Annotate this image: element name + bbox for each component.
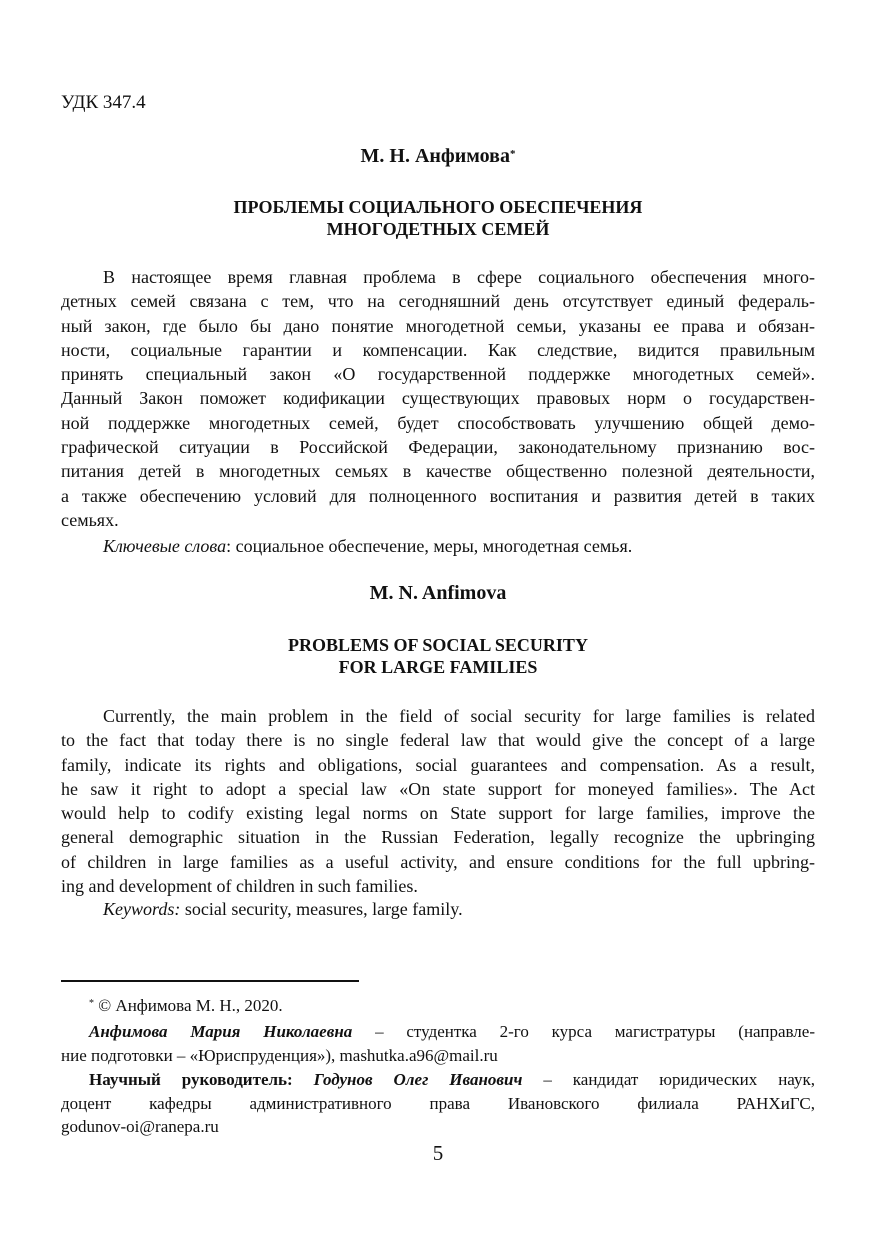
keywords-en-line — [61, 897, 815, 921]
keywords-ru — [61, 534, 815, 558]
abstract-en-line: Currently, the main problem in the field of social security for large families is related — [103, 706, 815, 726]
abstract-ru-line: семьях. — [61, 509, 119, 530]
footnote-supervisor-desc: – кандидат юридических наук, — [522, 1070, 815, 1089]
footnote-supervisor — [61, 1068, 815, 1139]
footnote-author-desc: – студентка 2-го курса магистратуры (направле- — [352, 1022, 815, 1041]
footnote-separator — [61, 980, 359, 982]
footnote-author-name: Анфимова Мария Николаевна — [89, 1022, 353, 1041]
article-title-ru-line: МНОГОДЕТНЫХ СЕМЕЙ — [326, 219, 550, 239]
footnote-author-line: ние подготовки – «Юриспруденция»), mashutka.a96@mail.ru — [61, 1045, 498, 1065]
abstract-en-line: would help to codify existing legal norms on State support for large families, improve the — [61, 803, 815, 824]
page-number: 5 — [432, 1141, 444, 1165]
article-title-en-line: FOR LARGE FAMILIES — [338, 657, 538, 677]
keywords-en-text: social security, measures, large family. — [180, 899, 463, 919]
abstract-en-line: to the fact that today there is no single federal law that would give the concept of a large — [61, 730, 815, 751]
abstract-ru-line: графической ситуации в Российской Федерации, законодательному признанию вос- — [61, 437, 815, 458]
article-title-en-line: PROBLEMS OF SOCIAL SECURITY — [288, 635, 588, 655]
footnote-supervisor-label: Научный руководитель: — [89, 1070, 314, 1089]
author-name-ru-text: М. Н. Анфимова — [360, 145, 510, 167]
keywords-en-label: Keywords: — [103, 899, 181, 919]
article-title-en — [61, 634, 815, 678]
abstract-ru-line: детных семей связана с тем, что на сегодняшний день отсутствует единый федераль- — [61, 291, 815, 312]
abstract-ru-line: В настоящее время главная проблема в сфере социального обеспечения много- — [103, 267, 815, 287]
abstract-en-line: he saw it right to adopt a special law «On state support for moneyed families». The Act — [61, 778, 815, 799]
footnote-supervisor-line — [61, 1068, 815, 1092]
footnote-author — [61, 1020, 815, 1067]
abstract-ru — [61, 265, 815, 532]
article-title-ru-line: ПРОБЛЕМЫ СОЦИАЛЬНОГО ОБЕСПЕЧЕНИЯ — [233, 197, 643, 217]
footnote-copyright-line — [61, 994, 815, 1018]
abstract-ru-line: Данный Закон поможет кодификации существующих правовых норм о государствен- — [61, 388, 815, 409]
keywords-ru-label: Ключевые слова — [103, 536, 227, 556]
author-name-en: M. N. Anfimova — [369, 582, 507, 604]
abstract-ru-line: а также обеспечению условий для полноценного воспитания и развития детей в таких — [61, 485, 815, 506]
footnote-supervisor-line: godunov-oi@ranepa.ru — [61, 1117, 219, 1136]
abstract-ru-line: ный закон, где было бы дано понятие многодетной семьи, указаны ее права и обязан- — [61, 315, 815, 336]
abstract-en-line: ing and development of children in such families. — [61, 876, 418, 897]
abstract-en — [61, 704, 815, 898]
footnote-author-line — [61, 1020, 815, 1044]
footnote-mark: * — [89, 998, 94, 1009]
abstract-ru-line: ной поддержке многодетных семей, будет способствовать улучшению общей демо- — [61, 412, 815, 433]
footnote-copyright — [61, 994, 815, 1018]
footnote-supervisor-name: Годунов Олег Иванович — [313, 1070, 523, 1089]
author-name-ru — [61, 143, 815, 169]
article-title-ru — [61, 196, 815, 240]
udc-code: УДК 347.4 — [61, 92, 146, 113]
abstract-ru-line: ности, социальные гарантии и компенсации. Как следствие, видится правильным — [61, 339, 815, 360]
abstract-en-line: family, indicate its rights and obligations, social guarantees and compensation. As a result, — [61, 754, 815, 775]
keywords-ru-line — [61, 534, 815, 558]
abstract-ru-line: принять специальный закон «О государственной поддержке многодетных семей». — [61, 364, 815, 385]
abstract-en-line: general demographic situation in the Russian Federation, legally recognize the upbringing — [61, 827, 815, 848]
footnote-supervisor-line: доцент кафедры административного права Ивановского филиала РАНХиГС, — [61, 1093, 815, 1113]
abstract-en-line: of children in large families as a useful activity, and ensure conditions for the full upbring- — [61, 851, 815, 872]
abstract-ru-line: питания детей в многодетных семьях в качестве общественно полезной деятельности, — [61, 461, 815, 482]
footnote-copyright-text: © Анфимова М. Н., 2020. — [94, 996, 283, 1015]
keywords-ru-text: : социальное обеспечение, меры, многодетная семья. — [226, 536, 633, 556]
keywords-en — [61, 897, 815, 921]
author-footnote-mark[interactable]: * — [509, 148, 516, 160]
